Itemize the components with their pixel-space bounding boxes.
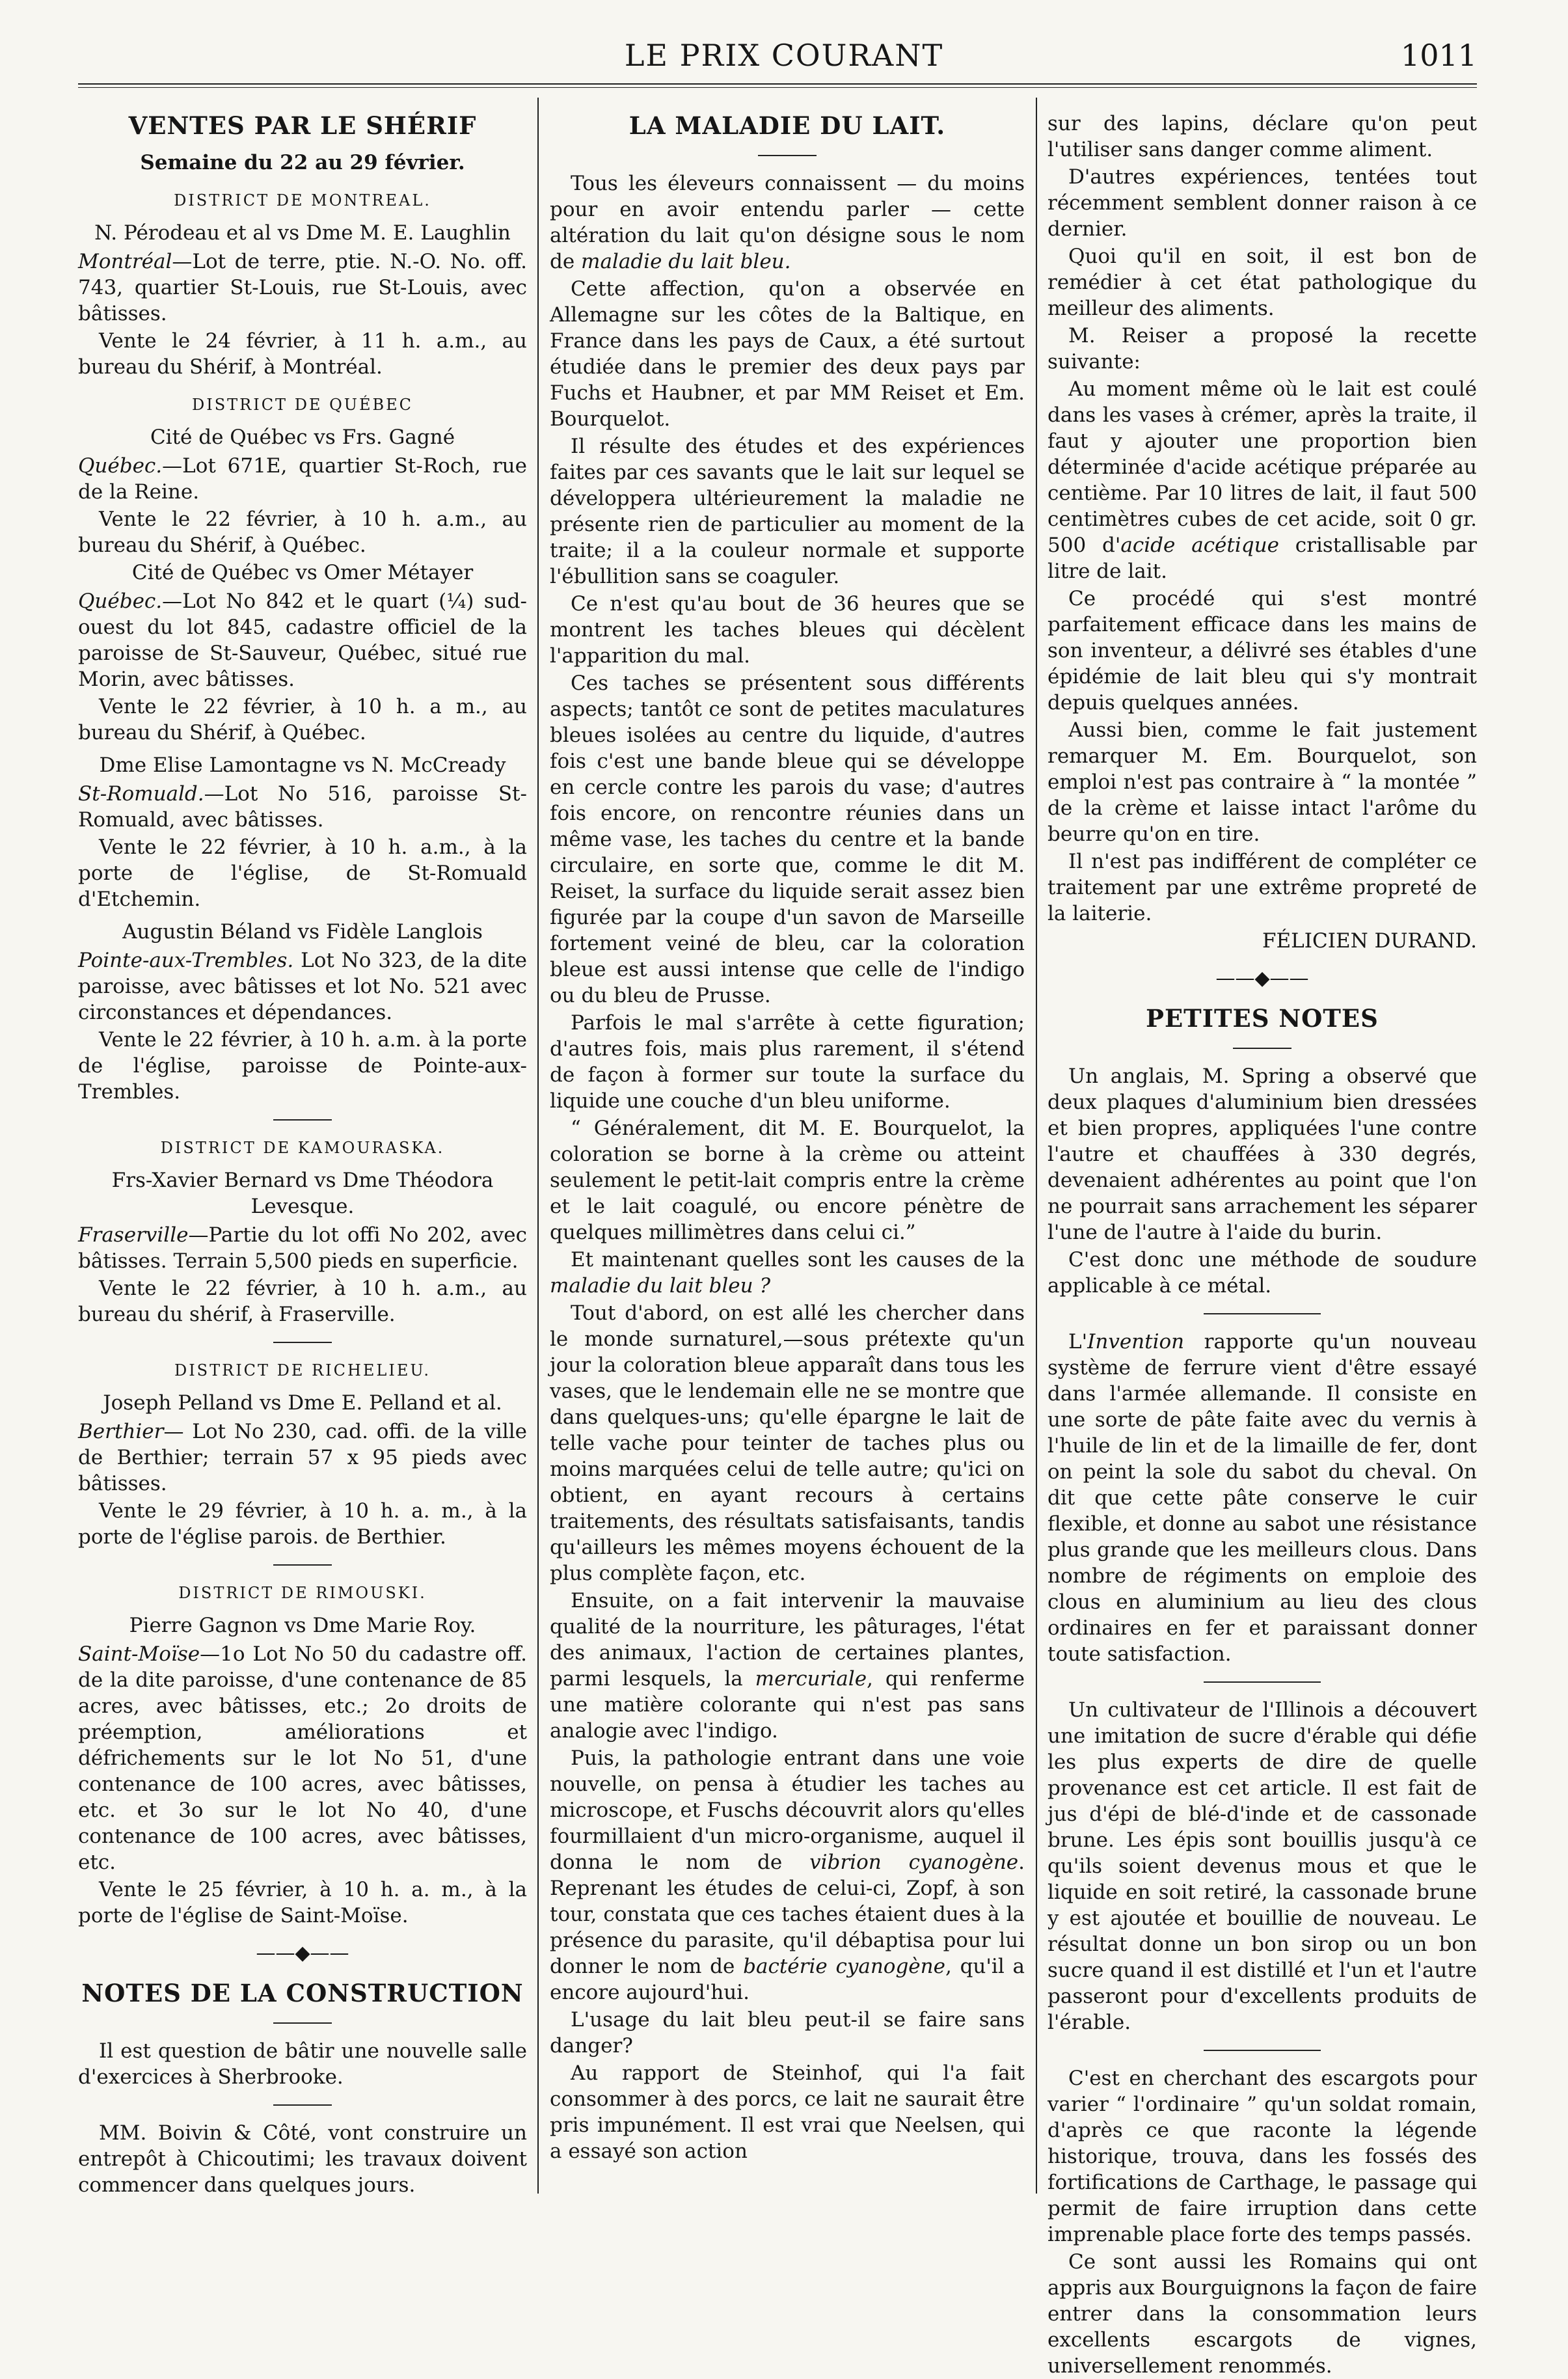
article-paragraph: Aussi bien, comme le fait justement remarquer M. Em. Bourquelot, son emploi n'est pas contraire à “ la montée ” de la crème et laisse intact l'arôme du beurre qu'on en tire. (1048, 718, 1477, 846)
case-sale: Vente le 22 février, à 10 h. a.m., au bureau du Shérif, à Québec. (78, 508, 527, 557)
running-title: LE PRIX COURANT (624, 38, 944, 73)
case-place: Québec. (78, 590, 163, 613)
article-paragraph: L'usage du lait bleu peut-il se faire sans danger? (550, 2008, 1025, 2058)
header-rule (78, 83, 1477, 88)
ornament-divider-icon: ——◆—— (1215, 967, 1309, 990)
case-title: Cité de Québec vs Frs. Gagné (150, 426, 455, 449)
article-paragraph: Il résulte des études et des expériences faites par ces savants que le lait sur lequel se développera ultérieurement la maladie ne présente rien de particulier au moment de la traite; il a la couleur normale et supporte l'ébullition sans se coaguler. (550, 435, 1025, 588)
case-place: Montréal (78, 250, 172, 273)
district-heading: DISTRICT DE KAMOURASKA. (160, 1139, 445, 1157)
case-description: Québec.—Lot 671E, quartier St-Roch, rue de la Reine. (78, 454, 527, 504)
title-divider (758, 155, 817, 156)
construction-note: Il est question de bâtir une nouvelle salle d'exercices à Sherbrooke. (78, 2039, 527, 2089)
section-divider (273, 1342, 332, 1343)
article-paragraph: Quoi qu'il en soit, il est bon de remédier à cet état pathologique du meilleur des aliments. (1048, 245, 1477, 320)
article-paragraph: sur des lapins, déclare qu'on peut l'utiliser sans danger comme aliment. (1048, 112, 1477, 161)
article-paragraph: D'autres expériences, tentées tout récemment semblent donner raison à ce dernier. (1048, 165, 1477, 241)
case-sale: Vente le 22 février, à 10 h. a.m., au bureau du shérif, à Fraserville. (78, 1277, 527, 1326)
case-place: Pointe-aux-Trembles. (78, 949, 294, 972)
case-sale: Vente le 29 février, à 10 h. a. m., à la porte de l'église parois. de Berthier. (78, 1499, 527, 1549)
section-divider (273, 1564, 332, 1566)
article-paragraph: “ Généralement, dit M. E. Bourquelot, la coloration se borne à la crème ou atteint seulement le petit-lait compris entre la crème et le lait coagulé, ou encore pénètre de quelques millimètres dans celui ci.” (550, 1117, 1025, 1244)
column-rule-1 (537, 98, 539, 2194)
case-title: N. Pérodeau et al vs Dme M. E. Laughlin (94, 221, 511, 245)
article-paragraph: Cette affection, qu'on a observée en Allemagne sur les côtes de la Baltique, en France dans les pays de Caux, a été surtout étudiée dans le premier des deux pays par Fuchs et Haubner, et par MM Reiset et Em. Bourquelot. (550, 277, 1025, 431)
case-sale: Vente le 24 février, à 11 h. a.m., au bureau du Shérif, à Montréal. (78, 329, 527, 379)
sheriff-sales-title: VENTES PAR LE SHÉRIF (128, 111, 477, 140)
case-place: Québec. (78, 454, 163, 478)
column-1 (78, 111, 527, 2197)
article-paragraph: Ce n'est qu'au bout de 36 heures que se montrent les taches bleues qui décèlent l'apparition du mal. (550, 592, 1025, 668)
article-paragraph: Ces taches se présentent sous différents aspects; tantôt ce sont de petites maculatures bleues isolées au centre du liquide, d'autres fois c'est une bande bleue qui se développe en cercle contre les parois du vase; d'autres fois encore, on rencontre réunies dans un même vase, les taches du centre et la bande circulaire, en sorte que, comme le dit M. Reiset, la surface du liquide serait assez bien figurée par la coupe d'un savon de Marseille fortement veiné de bleu, car la coloration bleue est aussi intense que celle de l'indigo ou du bleu de Prusse. (550, 672, 1025, 1007)
author-signature: FÉLICIEN DURAND. (1262, 929, 1477, 953)
district-heading: DISTRICT DE QUÉBEC (191, 396, 414, 414)
case-title: Joseph Pelland vs Dme E. Pelland et al. (103, 1391, 502, 1415)
case-description: Berthier— Lot No 230, cad. offi. de la ville de Berthier; terrain 57 x 95 pieds avec bâtisses. (78, 1420, 527, 1495)
article-paragraph: Il n'est pas indifférent de compléter ce traitement par une extrême propreté de la laiterie. (1048, 850, 1477, 925)
section-divider (273, 2022, 332, 2024)
running-head (0, 38, 1568, 77)
case-description: Québec.—Lot No 842 et le quart (¼) sud-ouest du lot 845, cadastre officiel de la paroisse de St-Sauveur, Québec, situé rue Morin, avec bâtisses. (78, 590, 527, 691)
note-paragraph: L'Invention rapporte qu'un nouveau système de ferrure vient d'être essayé dans l'armée allemande. Il consiste en une sorte de pâte faite avec du vernis à l'huile de lin et de la limaille de fer, dont on peint la sole du sabot du cheval. On dit que cette pâte conserve le cuir flexible, et donne au sabot une résistance plus grande que les meilleurs clous. Dans nombre de régiments on emploie des clous en aluminium au lieu des clous ordinaires en fer et paraissant donner toute satisfaction. (1048, 1330, 1477, 1666)
section-divider (273, 1119, 332, 1121)
case-description: Pointe-aux-Trembles. Lot No 323, de la dite paroisse, avec bâtisses et lot No. 521 avec circonstances et dépendances. (78, 949, 527, 1024)
article-paragraph: Ce procédé qui s'est montré parfaitement efficace dans les mains de son inventeur, a délivré ses étables d'une épidémie de lait bleu qui s'y montrait depuis quelques années. (1048, 587, 1477, 714)
case-title: Frs-Xavier Bernard vs Dme Théodora Levesque. (111, 1169, 494, 1218)
case-place: Saint-Moïse (78, 1642, 200, 1666)
article-paragraph: Puis, la pathologie entrant dans une voie nouvelle, on pensa à étudier les taches au microscope, et Fuschs découvrit alors qu'elles fourmillaient d'un micro-organisme, auquel il donna le nom de vibrion cyanogène. Reprenant les études de celui-ci, Zopf, à son tour, constata que ces taches étaient dues à la présence du parasite, qu'il débaptisa pour lui donner le nom de bactérie cyanogène, qu'il a encore aujourd'hui. (550, 1747, 1025, 2004)
article-paragraph: Tous les éleveurs connaissent — du moins pour en avoir entendu parler — cette altération du lait qu'on désigne sous le nom de maladie du lait bleu. (550, 172, 1025, 273)
note-divider (1204, 1313, 1321, 1314)
note-divider (1204, 1681, 1321, 1683)
case-description: St-Romuald.—Lot No 516, paroisse St-Romuald, avec bâtisses. (78, 782, 527, 832)
title-divider (1233, 1048, 1291, 1049)
short-notes-title: PETITES NOTES (1146, 1004, 1379, 1033)
case-title: Dme Elise Lamontagne vs N. McCready (99, 754, 506, 777)
case-sale: Vente le 22 février, à 10 h. a m., au bureau du Shérif, à Québec. (78, 695, 527, 744)
note-divider (1204, 2050, 1321, 2051)
case-title: Cité de Québec vs Omer Métayer (131, 561, 474, 584)
case-sale: Vente le 22 février, à 10 h. a.m. à la porte de l'église, paroisse de Pointe-aux-Trembles. (78, 1028, 527, 1104)
construction-note: MM. Boivin & Côté, vont construire un entrepôt à Chicoutimi; les travaux doivent commencer dans quelques jours. (78, 2121, 527, 2197)
case-place: Fraserville (78, 1223, 189, 1247)
district-heading: DISTRICT DE RICHELIEU. (174, 1361, 431, 1380)
case-title: Augustin Béland vs Fidèle Langlois (122, 920, 483, 944)
article-paragraph: M. Reiser a proposé la recette suivante: (1048, 324, 1477, 374)
article-paragraph: Tout d'abord, on est allé les chercher dans le monde surnaturel,—sous prétexte qu'un jour la coloration bleue apparaît dans tous les vases, que le lendemain elle ne se montre que dans quelques-uns; qu'elle épargne le lait de telle vache pour teinter de taches plus ou moins marquées celui de telle autre; qu'ici on obtient, en ayant recours à certains traitements, des résultats satisfaisants, tandis qu'ailleurs les mêmes moyens échouent de la plus complète façon, etc. (550, 1301, 1025, 1585)
note-paragraph: Un cultivateur de l'Illinois a découvert une imitation de sucre d'érable qui défie les plus experts de dire de quelle provenance est cet article. Il est fait de jus d'épi de blé-d'inde et de cassonade brune. Les épis sont bouillis jusqu'à ce qu'ils soient devenus mous et que le liquide en soit retiré, la cassonade brune y est ajoutée et bouillie de nouveau. Le résultat donne un bon sirop ou un bon sucre quand il est distillé et l'un et l'autre passeront pour d'excellents produits de l'érable. (1048, 1698, 1477, 2034)
case-sale: Vente le 25 février, à 10 h. a. m., à la porte de l'église de Saint-Moïse. (78, 1878, 527, 1927)
district-heading: DISTRICT DE RIMOUSKI. (178, 1584, 427, 1602)
article-paragraph: Ensuite, on a fait intervenir la mauvaise qualité de la nourriture, les pâturages, l'état des animaux, l'action de certaines plantes, parmi lesquels, la mercuriale, qui renferme une matière colorante qui n'est pas sans analogie avec l'indigo. (550, 1589, 1025, 1743)
case-title: Pierre Gagnon vs Dme Marie Roy. (129, 1614, 476, 1637)
note-paragraph: C'est en cherchant des escargots pour varier “ l'ordinaire ” qu'un soldat romain, d'après ce que raconte la légende historique, trouva, dans les fossés des fortifications de Carthage, le passage qui permit de faire irruption dans cette imprenable place forte des temps passés. (1048, 2067, 1477, 2246)
article-paragraph: Parfois le mal s'arrête à cette figuration; d'autres fois, mais plus rarement, il s'étend de façon à former sur toute la surface du liquide une couche d'un bleu uniforme. (550, 1011, 1025, 1113)
case-place: Berthier (78, 1420, 164, 1443)
case-description: Saint-Moïse—1o Lot No 50 du cadastre off. de la dite paroisse, d'une contenance de 85 acres, avec bâtisses, etc.; 2o droits de préemption, améliorations et défrichements sur le lot No 51, d'une contenance de 100 acres, avec bâtisses, etc. et 3o sur le lot No 40, d'une contenance de 100 acres, avec bâtisses, etc. (78, 1642, 527, 1874)
column-3 (1048, 111, 1477, 2378)
case-place: St-Romuald. (78, 782, 204, 806)
ornament-divider-icon: ——◆—— (256, 1942, 349, 1964)
sheriff-week: Semaine du 22 au 29 février. (140, 151, 465, 174)
case-sale: Vente le 22 février, à 10 h. a.m., à la porte de l'église, de St-Romuald d'Etchemin. (78, 836, 527, 911)
case-description: Fraserville—Partie du lot offi No 202, avec bâtisses. Terrain 5,500 pieds en superficie. (78, 1223, 527, 1273)
note-paragraph: Ce sont aussi les Romains qui ont appris aux Bourguignons la façon de faire entrer dans la consommation leurs excellents escargots de vignes, universellement renommés. (1048, 2250, 1477, 2378)
column-rule-2 (1036, 98, 1037, 2194)
page-number: 1011 (1400, 38, 1477, 73)
milk-disease-title: LA MALADIE DU LAIT. (629, 111, 946, 140)
note-paragraph: Un anglais, M. Spring a observé que deux plaques d'aluminium bien dressées et bien propres, appliquées l'une contre l'autre et chauffées à 330 degrés, devenaient adhérentes au point que l'on ne pourrait sans arrachement les séparer l'une de l'autre à l'aide du burin. (1048, 1065, 1477, 1244)
construction-notes-title: NOTES DE LA CONSTRUCTION (81, 1979, 524, 2007)
section-divider (273, 2104, 332, 2106)
article-paragraph: Et maintenant quelles sont les causes de la maladie du lait bleu ? (550, 1248, 1025, 1298)
column-2 (550, 111, 1025, 2194)
district-heading: DISTRICT DE MONTREAL. (174, 191, 431, 210)
case-description: Montréal—Lot de terre, ptie. N.-O. No. off. 743, quartier St-Louis, rue St-Louis, avec bâtisses. (78, 250, 527, 325)
article-paragraph: Au moment même où le lait est coulé dans les vases à crémer, après la traite, il faut y ajouter une proportion bien déterminée d'acide acétique préparée au centième. Par 10 litres de lait, il faut 500 centimètres cubes de cet acide, soit 0 gr. 500 d'acide acétique cristallisable par litre de lait. (1048, 377, 1477, 583)
note-paragraph: C'est donc une méthode de soudure applicable à ce métal. (1048, 1248, 1477, 1298)
article-paragraph: Au rapport de Steinhof, qui l'a fait consommer à des porcs, ce lait ne saurait être pris impunément. Il est vrai que Neelsen, qui a essayé son action (550, 2061, 1025, 2163)
